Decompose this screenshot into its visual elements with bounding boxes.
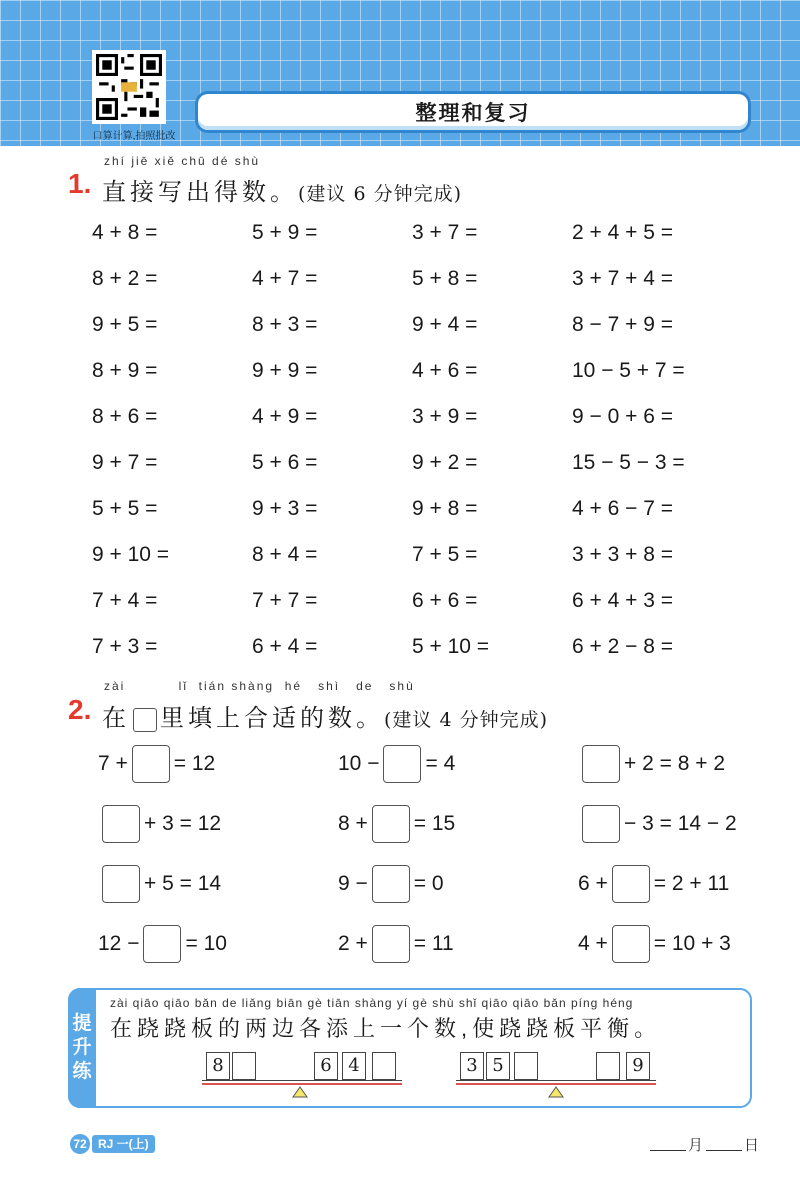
fill-problem-left: 7 + xyxy=(98,752,128,775)
calc-problem: 9 + 10 = xyxy=(92,543,170,566)
fill-problem-right: = 4 xyxy=(425,752,456,775)
day-label: 日 xyxy=(744,1137,760,1154)
fill-problem-left: 9 − xyxy=(338,872,368,895)
section2-instruction-start: 在 xyxy=(102,705,130,732)
seesaw-digit-cell: 3 xyxy=(460,1052,484,1080)
qr-code[interactable] xyxy=(92,50,166,124)
fill-problem-left: 2 + xyxy=(338,932,368,955)
fill-problem-right: + 5 = 14 xyxy=(144,872,222,895)
extension-tab-char: 升 xyxy=(72,1037,92,1058)
seesaw-digit-cell: 5 xyxy=(486,1052,510,1080)
calc-problem: 8 − 7 + 9 = xyxy=(572,313,674,336)
calc-problem: 9 + 9 = xyxy=(252,359,318,382)
calc-problem: 8 + 9 = xyxy=(92,359,158,382)
answer-box[interactable] xyxy=(582,745,620,783)
calc-problem: 8 + 3 = xyxy=(252,313,318,336)
seesaw-digit-cell: 6 xyxy=(314,1052,338,1080)
seesaw-plank-edge xyxy=(202,1083,402,1085)
fill-problem-left: 4 + xyxy=(578,932,608,955)
calc-problem: 9 − 0 + 6 = xyxy=(572,405,674,428)
month-blank[interactable] xyxy=(650,1150,686,1151)
seesaw-digit-cell: 4 xyxy=(342,1052,366,1080)
fill-problem xyxy=(98,740,338,788)
fill-problem-right: = 12 xyxy=(173,752,216,775)
seesaw-blank-cell[interactable] xyxy=(514,1052,538,1080)
calc-problem: 15 − 5 − 3 = xyxy=(572,451,685,474)
fill-problem xyxy=(98,800,338,848)
calc-problem: 9 + 5 = xyxy=(92,313,158,336)
section2-note: (建议 4 分钟完成) xyxy=(384,709,548,731)
calc-problem: 4 + 8 = xyxy=(92,221,158,244)
answer-box[interactable] xyxy=(102,805,140,843)
page-title: 整理和复习 xyxy=(415,102,531,125)
fill-problem-right: − 3 = 14 − 2 xyxy=(624,812,737,835)
section1-pinyin: zhí jiē xiě chū dé shù xyxy=(104,154,261,168)
fill-problem xyxy=(578,860,748,908)
calc-problem: 5 + 6 = xyxy=(252,451,318,474)
answer-box[interactable] xyxy=(102,865,140,903)
calc-problem: 6 + 6 = xyxy=(412,589,478,612)
section2-heading xyxy=(102,698,548,733)
calc-problem: 9 + 2 = xyxy=(412,451,478,474)
calc-problem: 8 + 4 = xyxy=(252,543,318,566)
fill-problem-left: 6 + xyxy=(578,872,608,895)
calc-problem: 6 + 4 + 3 = xyxy=(572,589,674,612)
title-bar xyxy=(198,94,748,130)
day-blank[interactable] xyxy=(706,1150,742,1151)
calc-problem: 3 + 7 + 4 = xyxy=(572,267,674,290)
fill-problem-right: = 2 + 11 xyxy=(653,872,730,895)
fill-problem-right: = 0 xyxy=(413,872,444,895)
calc-problem: 9 + 8 = xyxy=(412,497,478,520)
answer-box[interactable] xyxy=(372,925,410,963)
fill-problem xyxy=(338,920,578,968)
extension-tab xyxy=(68,988,96,1108)
fill-problem xyxy=(578,740,748,788)
page-number: 72 xyxy=(70,1134,90,1154)
seesaw-blank-cell[interactable] xyxy=(596,1052,620,1080)
answer-box[interactable] xyxy=(143,925,181,963)
fill-problem xyxy=(338,860,578,908)
section2-pinyin: zài lǐ tián shàng hé shì de shù xyxy=(104,679,415,693)
fill-problem-right: = 11 xyxy=(413,932,454,955)
section2-number: 2. xyxy=(68,694,92,725)
calc-problem: 8 + 2 = xyxy=(92,267,158,290)
calc-problem: 9 + 3 = xyxy=(252,497,318,520)
edition-label: RJ 一(上) xyxy=(92,1135,155,1153)
calc-problem: 5 + 8 = xyxy=(412,267,478,290)
answer-box[interactable] xyxy=(612,865,650,903)
seesaw-blank-cell[interactable] xyxy=(232,1052,256,1080)
fill-grid xyxy=(98,740,748,980)
fill-problem-right: + 2 = 8 + 2 xyxy=(624,752,726,775)
calc-problem: 8 + 6 = xyxy=(92,405,158,428)
answer-box[interactable] xyxy=(372,865,410,903)
qr-caption: 口算计算,拍照批改 xyxy=(92,131,176,142)
qr-code-icon xyxy=(96,54,162,120)
section1-heading xyxy=(102,172,462,207)
calc-problem: 4 + 9 = xyxy=(252,405,318,428)
fill-problem xyxy=(98,920,338,968)
calc-problem: 5 + 10 = xyxy=(412,635,490,658)
calc-problem: 4 + 6 = xyxy=(412,359,478,382)
calc-problem: 3 + 9 = xyxy=(412,405,478,428)
calc-problem: 4 + 6 − 7 = xyxy=(572,497,674,520)
calc-problem: 7 + 3 = xyxy=(92,635,158,658)
answer-box[interactable] xyxy=(612,925,650,963)
calc-problem: 10 − 5 + 7 = xyxy=(572,359,685,382)
fill-problem xyxy=(338,740,578,788)
fulcrum-icon xyxy=(292,1086,308,1098)
fill-problem xyxy=(338,800,578,848)
section1-instruction: 直接写出得数。 xyxy=(102,179,298,206)
fill-problem-left: 12 − xyxy=(98,932,140,955)
fill-problem xyxy=(578,920,748,968)
seesaw-plank xyxy=(202,1080,402,1081)
section2-instruction-end: 里填上合适的数。 xyxy=(160,705,384,732)
fill-problem-left: 10 − xyxy=(338,752,380,775)
seesaw-plank xyxy=(456,1080,656,1081)
seesaw-blank-cell[interactable] xyxy=(372,1052,396,1080)
answer-box[interactable] xyxy=(132,745,170,783)
fill-problem-right: = 10 xyxy=(185,932,227,955)
calc-problem: 5 + 5 = xyxy=(92,497,158,520)
extension-instruction: 在跷跷板的两边各添上一个数,使跷跷板平衡。 xyxy=(110,1016,662,1041)
calc-problem: 6 + 2 − 8 = xyxy=(572,635,674,658)
answer-box[interactable] xyxy=(582,805,620,843)
answer-box[interactable] xyxy=(383,745,421,783)
calc-problem: 6 + 4 = xyxy=(252,635,318,658)
blank-box-example xyxy=(133,708,157,732)
calc-problem: 7 + 7 = xyxy=(252,589,318,612)
calc-problem: 3 + 7 = xyxy=(412,221,478,244)
calc-problem: 9 + 4 = xyxy=(412,313,478,336)
fill-problem xyxy=(98,860,338,908)
calc-problem: 9 + 7 = xyxy=(92,451,158,474)
seesaw-plank-edge xyxy=(456,1083,656,1085)
fulcrum-icon xyxy=(548,1086,564,1098)
section1-note: (建议 6 分钟完成) xyxy=(298,183,462,205)
extension-pinyin: zài qiāo qiāo bǎn de liǎng biān gè tiān shàng yí gè shù shǐ qiāo qiāo bǎn píng héng xyxy=(110,996,634,1010)
calc-problem: 3 + 3 + 8 = xyxy=(572,543,674,566)
answer-box[interactable] xyxy=(372,805,410,843)
calc-problem: 7 + 4 = xyxy=(92,589,158,612)
extension-tab-char: 练 xyxy=(72,1061,92,1082)
calc-problem: 2 + 4 + 5 = xyxy=(572,221,674,244)
calc-grid xyxy=(92,210,732,670)
fill-problem-right: + 3 = 12 xyxy=(144,812,222,835)
fill-problem-left: 8 + xyxy=(338,812,368,835)
section1-number: 1. xyxy=(68,168,92,199)
fill-problem-right: = 15 xyxy=(413,812,456,835)
seesaw-digit-cell: 8 xyxy=(206,1052,230,1080)
month-label: 月 xyxy=(688,1137,704,1154)
fill-problem-right: = 10 + 3 xyxy=(653,932,731,955)
fill-problem xyxy=(578,800,748,848)
calc-problem: 5 + 9 = xyxy=(252,221,318,244)
calc-problem: 7 + 5 = xyxy=(412,543,478,566)
calc-problem: 4 + 7 = xyxy=(252,267,318,290)
extension-tab-char: 提 xyxy=(72,1013,92,1034)
seesaw-digit-cell: 9 xyxy=(626,1052,650,1080)
